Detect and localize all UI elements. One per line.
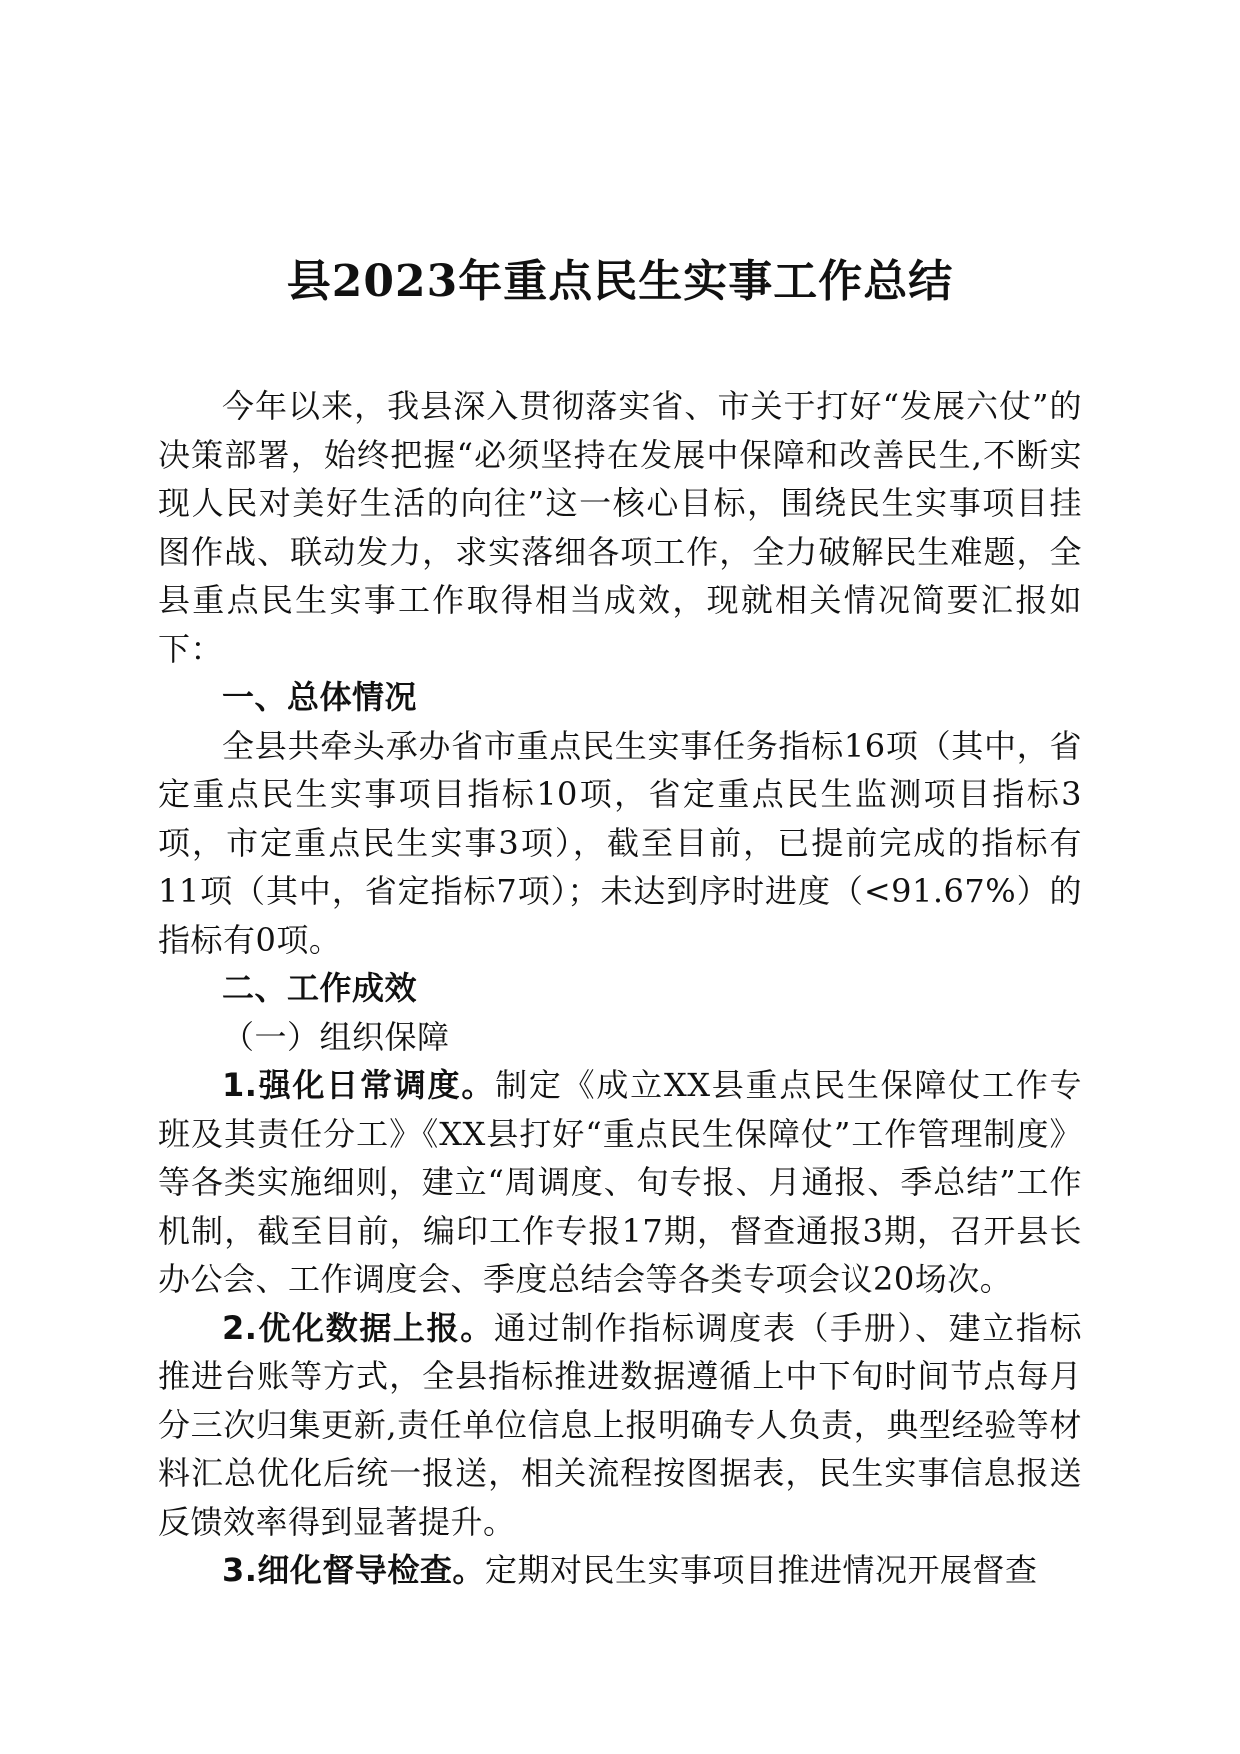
item-paragraph-reporting [158, 1304, 1082, 1547]
subsection-heading-organization: （一）组织保障 [222, 1017, 450, 1056]
section-heading-results: 二、工作成效 [222, 969, 418, 1007]
item-lead-reporting: 2.优化数据上报。 [222, 1308, 494, 1347]
overall-paragraph: 全县共牵头承办省市重点民生实事任务指标16项（其中，省定重点民生实事项目指标10项，省定重点民生监测项目指标3项，市定重点民生实事3项），截至目前，已提前完成的指标有11项（其中，省定指标7项）；未达到序时进度（<91.67%）的指标有0项。 [158, 726, 1082, 959]
item-lead-scheduling: 1.强化日常调度。 [222, 1066, 496, 1104]
item-paragraph-inspection [158, 1546, 1082, 1595]
item-text-scheduling: 制定《成立XX县重点民生保障仗工作专班及其责任分工》《XX县打好“重点民生保障仗”工作管理制度》等各类实施细则，建立“周调度、旬专报、月通报、季总结”工作机制，截至目前，编印工作专报17期，督查通报3期，召开县长办公会、工作调度会、季度总结会等各类专项会议20场次。 [158, 1066, 1082, 1298]
item-text-reporting: 通过制作指标调度表（手册）、建立指标推进台账等方式，全县指标推进数据遵循上中下旬时间节点每月分三次归集更新,责任单位信息上报明确专人负责，典型经验等材料汇总优化后统一报送，相关流程按图据表，民生实事信息报送反馈效率得到显著提升。 [158, 1308, 1082, 1541]
section-heading-overall: 一、总体情况 [222, 678, 418, 716]
item-text-inspection: 定期对民生实事项目推进情况开展督查 [484, 1551, 1038, 1589]
intro-paragraph: 今年以来，我县深入贯彻落实省、市关于打好“发展六仗”的决策部署，始终把握“必须坚持在发展中保障和改善民生,不断实现人民对美好生活的向往”这一核心目标，围绕民生实事项目挂图作战、联动发力，求实落细各项工作，全力破解民生难题，全县重点民生实事工作取得相当成效，现就相关情况简要汇报如下： [158, 387, 1082, 668]
document-title: 县2023年重点民生实事工作总结 [286, 256, 954, 307]
document-body [158, 382, 1082, 1595]
item-lead-inspection: 3.细化督导检查。 [222, 1551, 485, 1589]
item-paragraph-scheduling [158, 1061, 1082, 1304]
